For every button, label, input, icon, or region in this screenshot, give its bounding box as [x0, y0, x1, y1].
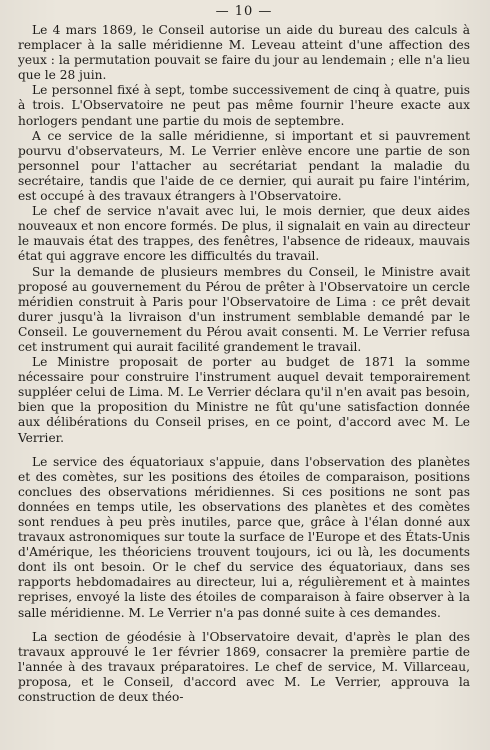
paragraph-equatoriaux: Le service des équatoriaux s'appuie, dans l'observation des planètes et des comètes, sur les positions des étoiles de comparaison, positions conclues des observations méridiennes. Si ces positions ne sont pas données en temps utile, les observations des planètes et des comètes sont rendues à peu près inutiles, parce que, grâce à l'élan donné aux travaux astronomiques sur toute la surface de l'Europe et des États-Unis d'Amérique, les théoriciens trouvent toujours, ici ou là, les documents dont ils ont besoin. Or le chef du service des équatoriaux, dans ses rapports hebdomadaires au directeur, lui a, régulièrement et à maintes reprises, envoyé la liste des étoiles de comparaison à faire observer à la salle méridienne. M. Le Verrier n'a pas donné suite à ces demandes. — [18, 454, 470, 620]
page-number: — 10 — — [215, 4, 273, 19]
paragraph-salle-meridienne: A ce service de la salle méridienne, si important et si pauvrement pourvu d'observateurs, M. Le Verrier enlève encore une partie de son personnel pour l'attacher au secrétariat pendant la maladie du secrétaire, tandis que l'aide de ce dernier, qui aurait pu faire l'intérim, est occupé à des travaux étrangers à l'Observatoire. — [18, 128, 470, 204]
body-text — [18, 23, 470, 705]
paragraph-chef-de-service: Le chef de service n'avait avec lui, le mois dernier, que deux aides nouveaux et non encore formés. De plus, il signalait en vain au directeur le mauvais état des trappes, des fenêtres, l'absence de rideaux, mauvais état qui aggrave encore les difficultés du travail. — [18, 204, 470, 264]
paragraph-budget-1871: Le Ministre proposait de porter au budget de 1871 la somme nécessaire pour construire l'instrument auquel devait temporairement suppléer celui de Lima. M. Le Verrier déclara qu'il n'en avait pas besoin, bien que la proposition du Ministre ne fût qu'une satisfaction donnée aux délibérations du Conseil prises, en ce point, d'accord avec M. Le Verrier. — [18, 355, 470, 445]
paragraph-perou: Sur la demande de plusieurs membres du Conseil, le Ministre avait proposé au gouvernement du Pérou de prêter à l'Observatoire un cercle méridien construit à Paris pour l'Observatoire de Lima : ce prêt devait durer jusqu'à la livraison d'un instrument semblable demandé par le Conseil. Le gouvernement du Pérou avait consenti. M. Le Verrier refusa cet instrument qui aurait facilité grandement le travail. — [18, 264, 470, 354]
paragraph-leveau: Le 4 mars 1869, le Conseil autorise un aide du bureau des calculs à remplacer à la salle méridienne M. Leveau atteint d'une affection des yeux : la permutation pouvait se faire du jour au lendemain ; elle n'a lieu que le 28 juin. — [18, 23, 470, 83]
paragraph-geodesie: La section de géodésie à l'Observatoire devait, d'après le plan des travaux approuvé le 1er février 1869, consacrer la première partie de l'année à des travaux préparatoires. Le chef de service, M. Villarceau, proposa, et le Conseil, d'accord avec M. Le Verrier, approuva la construction de deux théo- — [18, 629, 470, 705]
paragraph-personnel: Le personnel fixé à sept, tombe successivement de cinq à quatre, puis à trois. L'Observatoire ne peut pas même fournir l'heure exacte aux horlogers pendant une partie du mois de septembre. — [18, 83, 470, 128]
